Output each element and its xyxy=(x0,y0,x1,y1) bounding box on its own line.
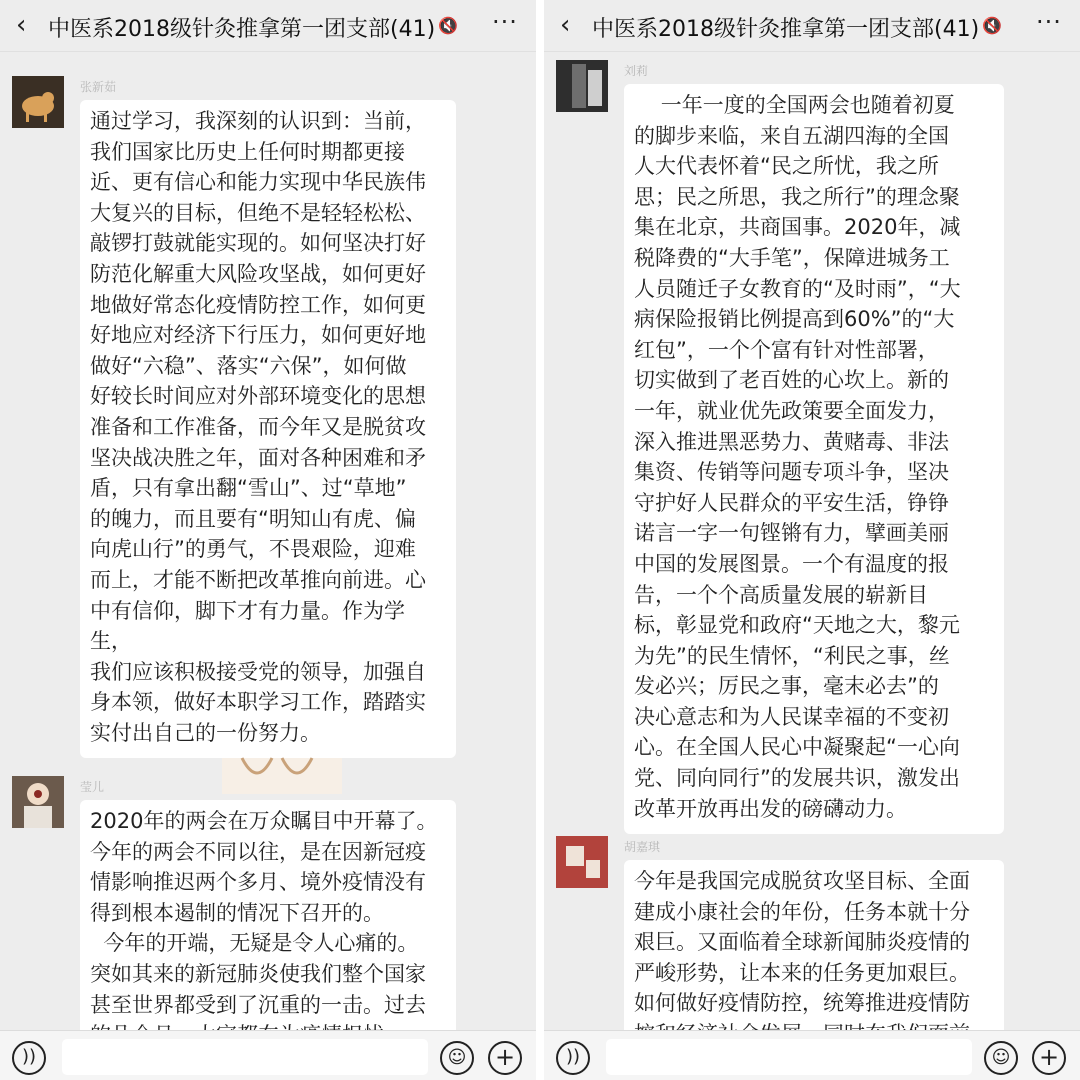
message-bubble[interactable]: 一年一度的全国两会也随着初夏 的脚步来临，来自五湖四海的全国 人大代表怀着“民之所忧，我之所 思；民之所思，我之所行”的理念聚 集在北京，共商国事。2020年，减 税降费的“大手笔”，保障进城务工 人员随迁子女教育的“及时雨”，“大 病保险报销比例提高到60%”的“大 红包”，一个个富有针对性部署， 切实做到了老百姓的心坎上。新的 一年，就业优先政策要全面发力， 深入推进黑恶势力、黄赌毒、非法 集资、传销等问题专项斗争，坚决 守护好人民群众的平安生活，铮铮 诺言一字一句铿锵有力，擘画美丽 中国的发展图景。一个有温度的报 告，一个个高质量发展的崭新目 标，彰显党和政府“天地之大，黎元 为先”的民生情怀，“利民之事，丝 发必兴；厉民之事，毫末必去”的 决心意志和为人民谋幸福的不变初 心。在全国人民心中凝聚起“一心向 党、同向同行”的发展共识，激发出 改革开放再出发的磅礴动力。 xyxy=(624,84,1004,834)
message-input[interactable] xyxy=(62,1039,428,1075)
emoji-icon[interactable]: ☺ xyxy=(984,1041,1018,1075)
mute-icon: 🔇 xyxy=(982,16,1002,35)
input-bar xyxy=(0,1030,536,1080)
sticker-image xyxy=(222,758,342,794)
voice-icon[interactable]: )) xyxy=(556,1041,590,1075)
message-bubble[interactable]: 今年是我国完成脱贫攻坚目标、全面 建成小康社会的年份，任务本就十分 艰巨。又面临着全球新闻肺炎疫情的 严峻形势，让本来的任务更加艰巨。 如何做好疫情防控，统筹推进疫情防 xyxy=(624,860,1004,1060)
right-chat-window xyxy=(544,0,1080,1080)
more-options-icon[interactable]: ··· xyxy=(492,8,518,36)
plus-icon[interactable]: + xyxy=(1032,1041,1066,1075)
message-list[interactable] xyxy=(0,52,536,1030)
emoji-icon[interactable]: ☺ xyxy=(440,1041,474,1075)
chat-header xyxy=(0,0,536,52)
back-arrow-icon[interactable]: ‹ xyxy=(560,10,571,40)
more-options-icon[interactable]: ··· xyxy=(1036,8,1062,36)
message-bubble[interactable]: 通过学习，我深刻的认识到：当前， 我们国家比历史上任何时期都更接 近、更有信心和能力实现中华民族伟 大复兴的目标，但绝不是轻轻松松、 敲锣打鼓就能实现的。如何坚决打好 防范化解重大风险攻坚战，如何更好 地做好常态化疫情防控工作，如何更 好地应对经济下行压力，如何更好地 做好“六稳”、落实“六保”，如何做 好较长时间应对外部环境变化的思想 准备和工作准备，而今年又是脱贫攻 坚决战决胜之年，面对各种困难和矛 盾，只有拿出翻“雪山”、过“草地” 的魄力，而且要有“明知山有虎、偏 向虎山行”的勇气，不畏艰险，迎难 而上，才能不断把改革推向前进。心 中有信仰，脚下才有力量。作为学生， 我们应该积极接受党的领导，加强自 身本领，做好本职学习工作，踏踏实 实付出自己的一份努力。 xyxy=(80,100,456,758)
chat-title: 中医系2018级针灸推拿第一团支部(41) xyxy=(592,17,980,42)
divider xyxy=(536,0,544,1080)
message-input[interactable] xyxy=(606,1039,972,1075)
left-chat-window xyxy=(0,0,536,1080)
sender-name: 刘莉 xyxy=(624,64,649,78)
chat-title: 中医系2018级针灸推拿第一团支部(41) xyxy=(48,17,436,42)
voice-icon[interactable]: )) xyxy=(12,1041,46,1075)
input-bar xyxy=(544,1030,1080,1080)
chat-header xyxy=(544,0,1080,52)
mute-icon: 🔇 xyxy=(438,16,458,35)
sender-name: 胡嘉琪 xyxy=(624,840,661,854)
back-arrow-icon[interactable]: ‹ xyxy=(16,10,27,40)
avatar[interactable] xyxy=(556,836,608,888)
avatar[interactable] xyxy=(12,76,64,128)
avatar[interactable] xyxy=(12,776,64,828)
message-bubble[interactable]: 2020年的两会在万众瞩目中开幕了。 今年的两会不同以往，是在因新冠疫 情影响推迟两个多月、境外疫情没有 得到根本遏制的情况下召开的。 今年的开端，无疑是令人心痛的。 突如其来的新冠肺炎使我们整个国家 甚至世界都受到了沉重的一击。过去 xyxy=(80,800,456,1061)
plus-icon[interactable]: + xyxy=(488,1041,522,1075)
sender-name: 张新茹 xyxy=(80,80,117,94)
avatar[interactable] xyxy=(556,60,608,112)
sender-name: 莹儿 xyxy=(80,780,105,794)
message-list[interactable] xyxy=(544,52,1080,1030)
